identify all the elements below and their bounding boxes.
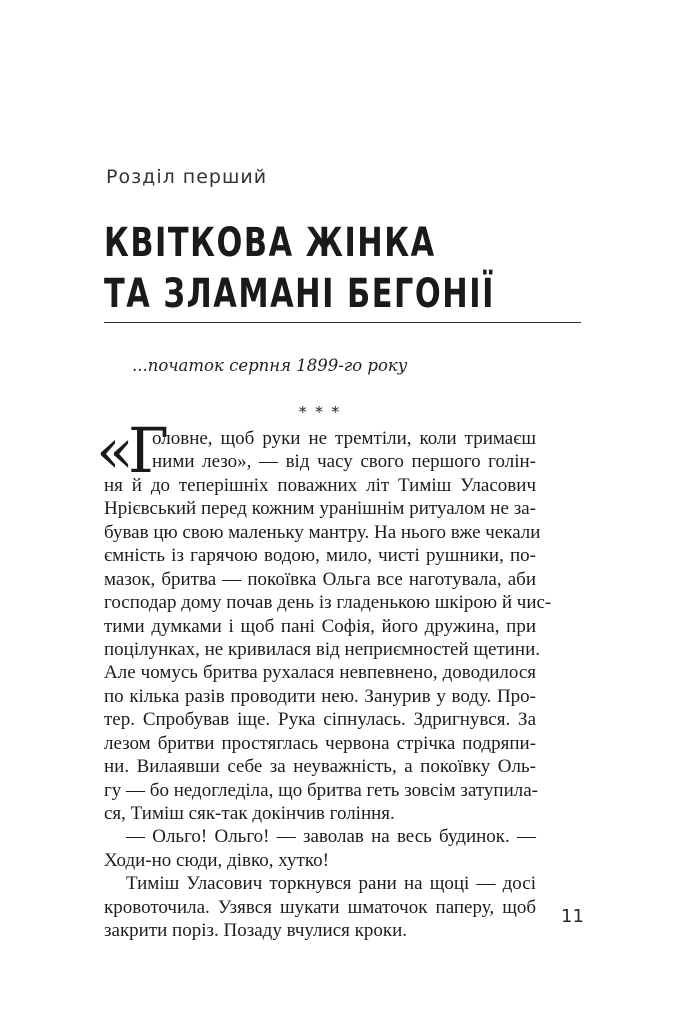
text-line: гу — бо недогледіла, що бритва геть зовсім затупила- bbox=[104, 779, 539, 801]
text-line: ними лезо», — від часу свого першого голін- bbox=[152, 451, 536, 473]
text-line: Але чомусь бритва рухалася невпевнено, доводилося bbox=[104, 662, 536, 684]
chapter-title bbox=[104, 218, 495, 320]
text-line: бував цю свою маленьку мантру. На нього вже чекали bbox=[104, 521, 541, 543]
text-line: кровоточила. Узявся шукати шматочок паперу, щоб bbox=[104, 896, 536, 918]
text-line: ня й до теперішніх поважних літ Тиміш Уласович bbox=[104, 474, 536, 496]
epigraph: ...початок серпня 1899-го року bbox=[132, 356, 408, 375]
text-line: ни. Вилаявши себе за неуважність, а покоївку Оль- bbox=[104, 756, 536, 778]
text-line: Ходи-но сюди, дівко, хутко! bbox=[104, 849, 329, 871]
text-line: закрити поріз. Позаду вчулися кроки. bbox=[104, 920, 408, 942]
body-text bbox=[104, 427, 552, 943]
drop-cap: «Г bbox=[96, 414, 163, 487]
title-divider bbox=[104, 322, 581, 323]
text-line: ємність із гарячою водою, мило, чисті рушники, по- bbox=[104, 545, 536, 567]
chapter-label: Розділ перший bbox=[106, 166, 268, 188]
text-line: ся, Тиміш сяк-так докінчив гоління. bbox=[104, 803, 395, 824]
text-line: мазок, бритва — покоївка Ольга все наготувала, аби bbox=[104, 568, 536, 590]
page-number: 11 bbox=[561, 906, 584, 927]
text-line: по кілька разів проводити нею. Занурив у воду. Про- bbox=[104, 685, 536, 707]
text-line: тими думками і щоб пані Софія, його дружина, при bbox=[104, 615, 536, 637]
text-line: оловне, щоб руки не тремтіли, коли тримаєш bbox=[152, 428, 536, 449]
text-line: Тиміш Уласович торкнувся рани на щоці — досі bbox=[126, 873, 536, 895]
text-line: господар дому почав день із гладенькою шкірою й чис- bbox=[104, 592, 552, 614]
chapter-title-line: ТА ЗЛАМАНІ БЕГОНІЇ bbox=[104, 271, 495, 317]
section-separator: * * * bbox=[298, 403, 342, 421]
text-line: Нрієвський перед кожним уранішнім ритуалом не за- bbox=[104, 498, 536, 520]
text-line: лезом бритви простяглась червона стрічка подряпи- bbox=[104, 732, 536, 754]
chapter-title-line: КВІТКОВА ЖІНКА bbox=[104, 220, 436, 266]
text-line: поцілунках, не кривилася від неприємностей щетини. bbox=[104, 638, 540, 660]
text-line: — Ольго! Ольго! — заволав на весь будинок. — bbox=[126, 826, 536, 848]
text-line: тер. Спробував іще. Рука сіпнулась. Здригнувся. За bbox=[104, 709, 536, 731]
